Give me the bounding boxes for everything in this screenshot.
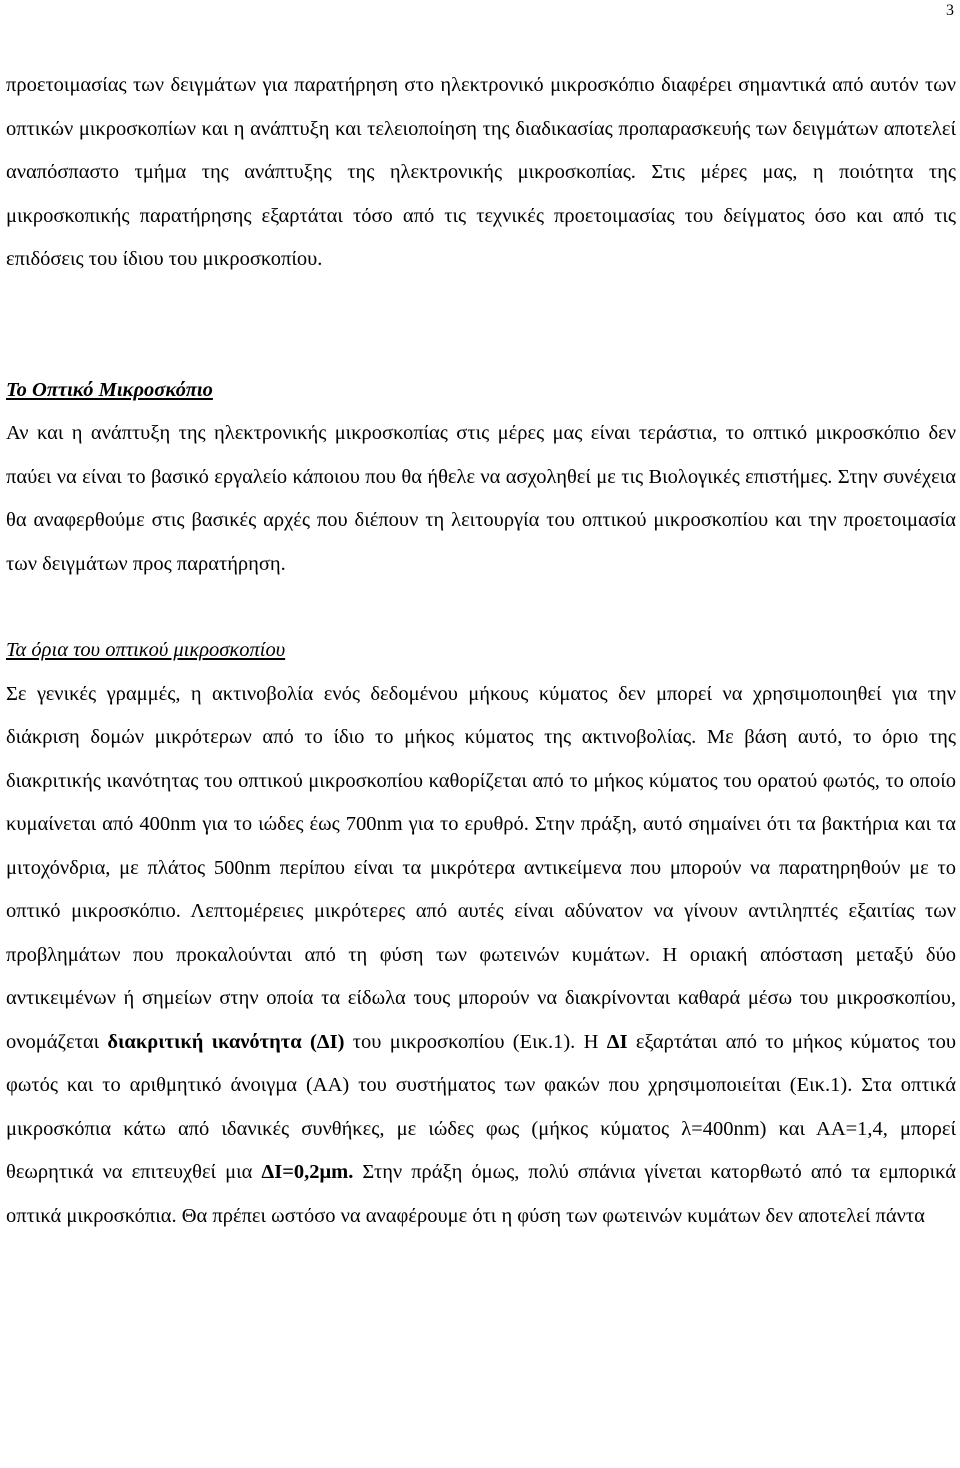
section-heading-optical-microscope: Το Οπτικό Μικροσκόπιο (6, 378, 213, 401)
text-run: Σε γενικές γραμμές, η ακτινοβολία ενός δεδομένου μήκους κύματος δεν μπορεί να χρησιμοποιηθεί για την διάκριση δομών μικρότερων από το ίδιο το μήκος κύματος της ακτινοβολίας. Με βάση αυτό, το όριο της διακριτικής ικανότητας του οπτικού μικροσκοπίου καθορίζεται από το μήκος κύματος του ορατού φωτός, το οποίο κυμαίνεται από 400nm για το ιώδες έως 700nm για το ερυθρό. Στην πράξη, αυτό σημαίνει ότι τα βακτήρια και τα μιτοχόνδρια, με πλάτος 500nm περίπου είναι τα μικρότερα αντικείμενα που μπορούν να παρατηρηθούν με το οπτικό μικροσκόπιο. Λεπτομέρειες μικρότερες από αυτές είναι αδύνατον να γίνουν αντιληπτές εξαιτίας των προβλημάτων που προκαλούνται από τη φύση των φωτεινών κυμάτων. Η οριακή απόσταση μεταξύ δύο αντικειμένων ή σημείων στην οποία τα είδωλα τους μπορούν να διακρίνονται καθαρά μέσω του μικροσκοπίου, ονομάζεται (6, 682, 956, 1053)
section-heading-limits: Τα όρια του οπτικού μικροσκοπίου (6, 639, 286, 661)
text-run: Στην πράξη όμως, πολύ σπάνια γίνεται κατορθωτό από τα εμπορικά οπτικά μικροσκόπια. Θα πρέπει ωστόσο να αναφέρουμε ότι η φύση των φωτεινών κυμάτων δεν αποτελεί πάντα (6, 1161, 957, 1227)
spacer (6, 282, 956, 369)
section2-paragraph (6, 673, 956, 1239)
text-run: του μικροσκοπίου (Εικ.1). Η (352, 1030, 599, 1053)
term-resolution: διακριτική ικανότητα (ΔΙ) (107, 1030, 345, 1053)
di-value: ΔΙ=0,2μm. (261, 1161, 354, 1183)
section1-paragraph: Αν και η ανάπτυξη της ηλεκτρονικής μικροσκοπίας στις μέρες μας είναι τεράστια, το οπτικό μικροσκόπιο δεν παύει να είναι το βασικό εργαλείο κάποιου που θα ήθελε να ασχοληθεί με τις Βιολογικές επιστήμες. Στην συνέχεια θα αναφερθούμε στις βασικές αρχές που διέπουν τη λειτουργία του οπτικού μικροσκοπίου και την προετοιμασία των δειγμάτων προς παρατήρηση. (6, 422, 956, 575)
document-body (6, 64, 956, 1238)
spacer (6, 586, 956, 629)
term-di: ΔΙ (606, 1030, 628, 1053)
intro-paragraph: προετοιμασίας των δειγμάτων για παρατήρηση στο ηλεκτρονικό μικροσκόπιο διαφέρει σημαντικά από αυτόν των οπτικών μικροσκοπίων και η ανάπτυξη και τελειοποίηση της διαδικασίας προπαρασκευής των δειγμάτων αποτελεί αναπόσπαστο τμήμα της ανάπτυξης της ηλεκτρονικής μικροσκοπίας. Στις μέρες μας, η ποιότητα της μικροσκοπικής παρατήρησης εξαρτάται τόσο από τις τεχνικές προετοιμασίας του δείγματος όσο και από τις επιδόσεις του ίδιου του μικροσκοπίου. (6, 74, 956, 270)
page-number: 3 (946, 2, 954, 19)
text-run: εξαρτάται από το μήκος κύματος του φωτός και το αριθμητικό άνοιγμα (ΑΑ) του συστήματος των φακών που χρησιμοποιείται (Εικ.1). Στα οπτικά μικροσκόπια κάτω από ιδανικές συνθήκες, με ιώδες φως (μήκος κύματος λ=400nm) και ΑΑ=1,4, μπορεί θεωρητικά να επιτευχθεί μια (6, 1030, 957, 1183)
